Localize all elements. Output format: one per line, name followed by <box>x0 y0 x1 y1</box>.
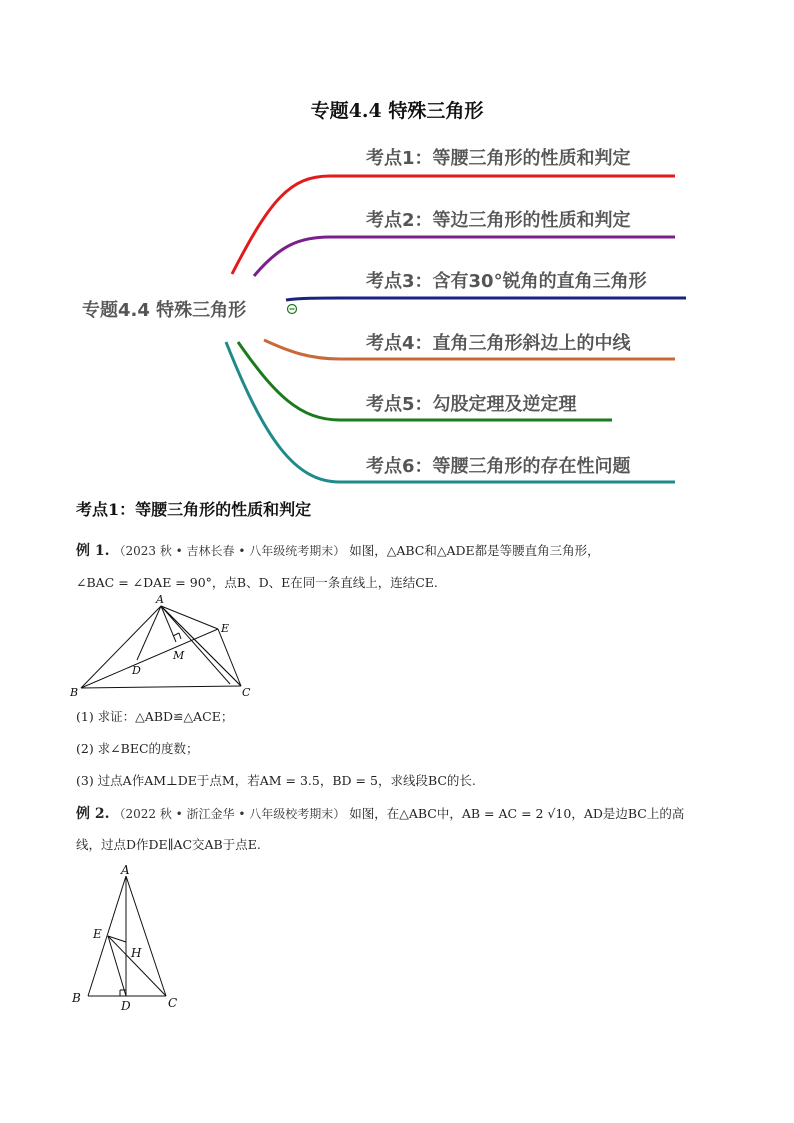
label-A: A <box>156 593 164 606</box>
label-B: B <box>70 686 79 699</box>
page-title: 专题4.4 特殊三角形 <box>310 100 484 122</box>
label-C: C <box>242 686 251 699</box>
label-H: H <box>131 946 142 960</box>
mindmap-branch-6[interactable]: 考点6：等腰三角形的存在性问题 <box>366 456 631 477</box>
example1-line2: ∠BAC = ∠DAE = 90°，点B、D、E在同一条直线上，连结CE. <box>76 575 438 590</box>
minus-circle-icon[interactable] <box>288 305 297 314</box>
example2-source: （2022 秋 • 浙江金华 • 八年级校考期末） <box>113 807 346 821</box>
section-heading: 考点1：等腰三角形的性质和判定 <box>76 500 312 519</box>
mindmap-branch-3[interactable]: 考点3：含有30°锐角的直角三角形 <box>366 271 647 292</box>
label-E: E <box>93 927 102 941</box>
mindmap-branch-1[interactable]: 考点1：等腰三角形的性质和判定 <box>366 148 631 169</box>
example1-figure <box>70 592 260 700</box>
example1-label: 例 1. <box>76 543 110 559</box>
example1-figure-lines <box>81 606 241 688</box>
mindmap-branch-4[interactable]: 考点4：直角三角形斜边上的中线 <box>366 333 631 354</box>
branch-line-3 <box>286 298 686 300</box>
example2-figure <box>68 862 188 1014</box>
label-C: C <box>168 996 178 1010</box>
example1-q1: (1) 求证：△ABD≌△ACE； <box>76 709 234 724</box>
example2-text1: 如图，在△ABC中，AB = AC = 2 √10，AD是边BC上的高 <box>349 806 685 821</box>
example1-line1 <box>76 540 600 560</box>
example1-q2: (2) 求∠BEC的度数； <box>76 741 199 756</box>
label-D: D <box>121 999 131 1013</box>
label-D: D <box>132 664 141 677</box>
mindmap-root[interactable]: 专题4.4 特殊三角形 <box>82 300 247 321</box>
example2-line2: 线，过点D作DE∥AC交AB于点E. <box>76 837 261 852</box>
example2-line1 <box>76 803 684 823</box>
example1-text1: 如图，△ABC和△ADE都是等腰直角三角形， <box>349 543 600 558</box>
label-M: M <box>173 649 185 662</box>
label-A: A <box>121 863 130 877</box>
example1-source: （2023 秋 • 吉林长春 • 八年级统考期末） <box>113 544 346 558</box>
mindmap-branch-2[interactable]: 考点2：等边三角形的性质和判定 <box>366 210 631 231</box>
example2-label: 例 2. <box>76 806 110 822</box>
label-B: B <box>72 991 81 1005</box>
mindmap-branch-5[interactable]: 考点5：勾股定理及逆定理 <box>366 394 577 415</box>
example1-q3: (3) 过点A作AM⊥DE于点M，若AM = 3.5，BD = 5，求线段BC的长. <box>76 773 476 788</box>
label-E: E <box>221 622 230 635</box>
